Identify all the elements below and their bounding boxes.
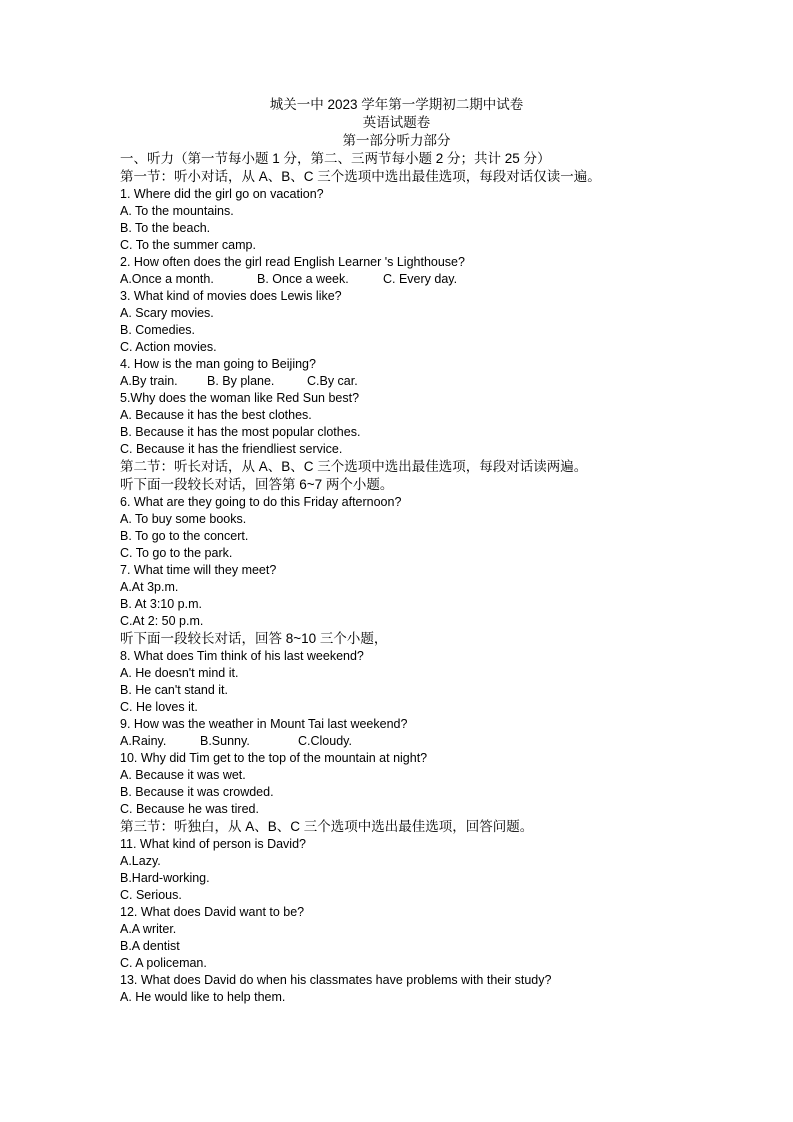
question-7-option-b: B. At 3:10 p.m. xyxy=(120,597,202,611)
school-title: 城关一中 2023 学年第一学期初二期中试卷 xyxy=(269,97,524,112)
part3-instruction: 第三节：听独白，从 A、B、C 三个选项中选出最佳选项，回答问题。 xyxy=(120,819,534,834)
question-6-option-a: A. To buy some books. xyxy=(120,512,247,526)
question-6-option-c: C. To go to the park. xyxy=(120,546,233,560)
question-3-option-b: B. Comedies. xyxy=(120,323,196,337)
question-2: 2. How often does the girl read English Learner 's Lighthouse? xyxy=(120,255,465,269)
question-8: 8. What does Tim think of his last weekend? xyxy=(120,649,364,663)
question-4-option-a: A.By train. xyxy=(120,374,178,388)
question-10-option-b: B. Because it was crowded. xyxy=(120,785,274,799)
question-1: 1. Where did the girl go on vacation? xyxy=(120,187,324,201)
part2-group1-intro: 听下面一段较长对话，回答第 6~7 两个小题。 xyxy=(120,477,394,492)
question-12: 12. What does David want to be? xyxy=(120,905,305,919)
question-11-option-c: C. Serious. xyxy=(120,888,182,902)
part2-instruction: 第二节：听长对话，从 A、B、C 三个选项中选出最佳选项，每段对话读两遍。 xyxy=(120,459,588,474)
question-6-option-b: B. To go to the concert. xyxy=(120,529,249,543)
question-9: 9. How was the weather in Mount Tai last weekend? xyxy=(120,717,408,731)
question-13: 13. What does David do when his classmates have problems with their study? xyxy=(120,973,552,987)
subject-title: 英语试题卷 xyxy=(362,115,431,130)
question-5: 5.Why does the woman like Red Sun best? xyxy=(120,391,360,405)
question-11-option-a: A.Lazy. xyxy=(120,854,161,868)
question-8-option-c: C. He loves it. xyxy=(120,700,198,714)
question-3: 3. What kind of movies does Lewis like? xyxy=(120,289,342,303)
question-5-option-a: A. Because it has the best clothes. xyxy=(120,408,312,422)
part2-group2-intro: 听下面一段较长对话，回答 8~10 三个小题， xyxy=(120,631,388,646)
question-9-option-c: C.Cloudy. xyxy=(298,734,352,748)
section-heading: 一、听力（第一节每小题 1 分，第二、三两节每小题 2 分；共计 25 分） xyxy=(120,151,551,166)
question-4-option-b: B. By plane. xyxy=(207,374,275,388)
question-1-option-b: B. To the beach. xyxy=(120,221,211,235)
question-2-option-a: A.Once a month. xyxy=(120,272,214,286)
question-2-options xyxy=(120,271,740,288)
question-3-option-a: A. Scary movies. xyxy=(120,306,214,320)
question-9-option-a: A.Rainy. xyxy=(120,734,167,748)
question-13-option-a: A. He would like to help them. xyxy=(120,990,286,1004)
question-2-option-c: C. Every day. xyxy=(383,272,458,286)
question-12-option-b: B.A dentist xyxy=(120,939,180,953)
question-9-option-b: B.Sunny. xyxy=(200,734,250,748)
question-8-option-a: A. He doesn't mind it. xyxy=(120,666,239,680)
question-7-option-c: C.At 2: 50 p.m. xyxy=(120,614,204,628)
question-4-options xyxy=(120,373,740,390)
question-7: 7. What time will they meet? xyxy=(120,563,277,577)
question-5-option-b: B. Because it has the most popular clothes. xyxy=(120,425,361,439)
part-title: 第一部分听力部分 xyxy=(342,133,451,148)
question-9-options xyxy=(120,733,740,750)
question-12-option-a: A.A writer. xyxy=(120,922,177,936)
question-10: 10. Why did Tim get to the top of the mountain at night? xyxy=(120,751,428,765)
question-7-option-a: A.At 3p.m. xyxy=(120,580,179,594)
exam-content xyxy=(120,150,740,1006)
question-3-option-c: C. Action movies. xyxy=(120,340,217,354)
question-1-option-c: C. To the summer camp. xyxy=(120,238,256,252)
question-2-option-b: B. Once a week. xyxy=(257,272,349,286)
question-12-option-c: C. A policeman. xyxy=(120,956,207,970)
question-4-option-c: C.By car. xyxy=(307,374,358,388)
question-1-option-a: A. To the mountains. xyxy=(120,204,234,218)
question-4: 4. How is the man going to Beijing? xyxy=(120,357,316,371)
question-11-option-b: B.Hard-working. xyxy=(120,871,210,885)
question-8-option-b: B. He can't stand it. xyxy=(120,683,228,697)
question-6: 6. What are they going to do this Friday afternoon? xyxy=(120,495,402,509)
question-10-option-a: A. Because it was wet. xyxy=(120,768,246,782)
question-11: 11. What kind of person is David? xyxy=(120,837,306,851)
question-10-option-c: C. Because he was tired. xyxy=(120,802,259,816)
question-5-option-c: C. Because it has the friendliest service. xyxy=(120,442,343,456)
part1-instruction: 第一节：听小对话，从 A、B、C 三个选项中选出最佳选项，每段对话仅读一遍。 xyxy=(120,169,601,184)
